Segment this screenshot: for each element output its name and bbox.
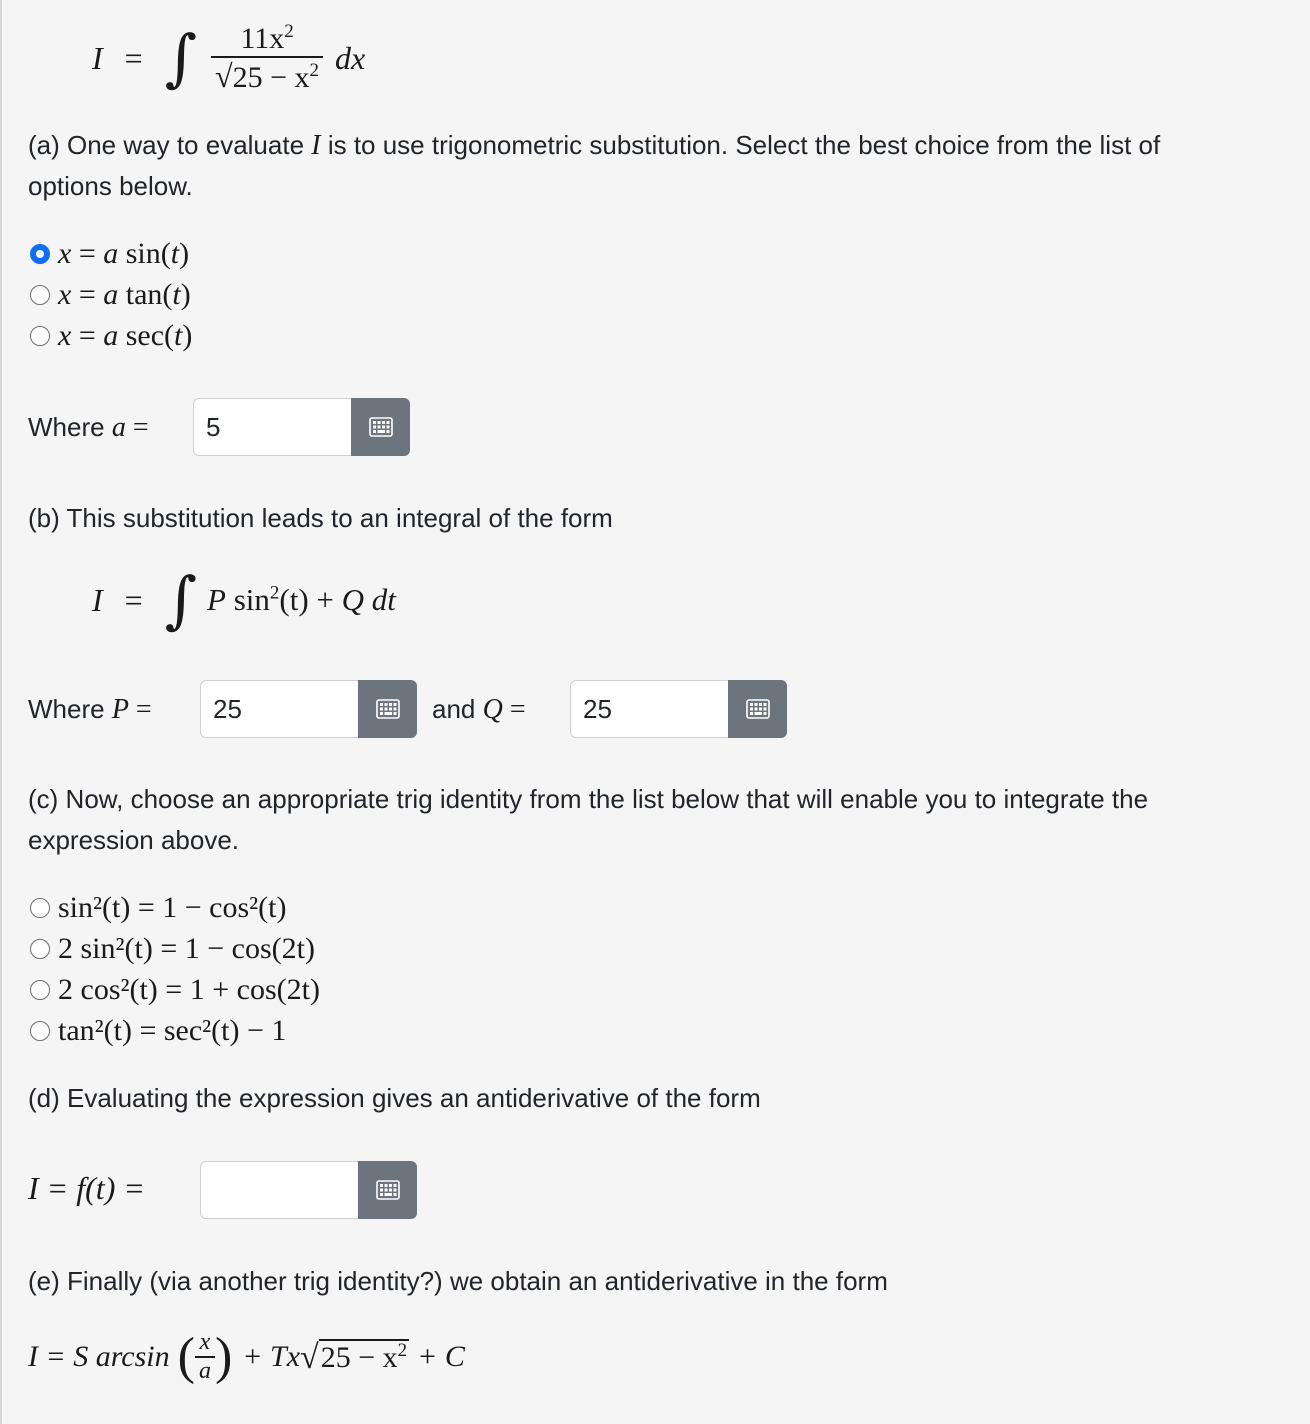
and-q-label — [432, 689, 526, 730]
numerator-text: 11x — [240, 21, 285, 55]
keyboard-icon — [369, 417, 393, 437]
integral-differential: dx — [335, 39, 366, 76]
radical-body — [319, 1339, 409, 1375]
part-d-label — [28, 1170, 145, 1207]
left-paren: ( — [177, 1328, 195, 1385]
part-b-Q: Q — [341, 582, 365, 617]
radio-sec[interactable] — [30, 326, 50, 346]
part-b-exp: 2 — [269, 582, 280, 604]
part-b-integral — [92, 562, 396, 638]
part-a-text-before: (a) One way to evaluate — [28, 130, 312, 160]
radical-sign: √ — [300, 1339, 319, 1376]
f-input-group — [200, 1161, 417, 1219]
main-integral — [92, 10, 365, 106]
where-a-label — [28, 407, 149, 448]
frac-num: x — [199, 1329, 211, 1355]
part-e-mid: + Tx — [242, 1340, 301, 1373]
integral-lhs: I — [92, 39, 103, 76]
where-p-text: Where — [28, 694, 112, 724]
q-input-group — [570, 680, 787, 738]
where-p-eq: = — [128, 694, 152, 725]
option-sin-label — [58, 237, 189, 271]
opt-tan-close: ) — [180, 277, 191, 311]
part-c-prompt — [28, 779, 1298, 861]
part-d-text: (d) Evaluating the expression gives an antiderivative of the form — [28, 1083, 761, 1113]
where-a-eq: = — [125, 412, 149, 443]
radio-identity-3[interactable] — [30, 980, 50, 1000]
part-e-prompt — [28, 1261, 888, 1302]
part-c-text-line2: expression above. — [28, 825, 240, 855]
where-a-text: Where — [28, 412, 112, 442]
integrand-numerator — [236, 22, 297, 56]
radio-identity-2[interactable] — [30, 939, 50, 959]
opt-sin-func: sin( — [125, 236, 171, 270]
integral-sign: ∫ — [164, 21, 198, 94]
a-input-group — [193, 398, 410, 456]
part-b-lhs: I — [92, 581, 103, 618]
where-p-label — [28, 689, 152, 730]
part-d-prompt — [28, 1078, 761, 1119]
p-input-group — [200, 680, 417, 738]
opt-tan-eq: = — [78, 277, 96, 311]
sqrt-sign: √ — [215, 57, 233, 94]
part-e-tail: + C — [417, 1340, 465, 1373]
right-paren: ) — [214, 1328, 233, 1385]
part-a-text-line2: options below. — [28, 171, 193, 201]
opt-sec-close: ) — [182, 318, 193, 352]
opt-tan-func: tan( — [125, 277, 173, 311]
part-b-arg: (t) + — [279, 582, 342, 617]
opt-sec-arg: t — [174, 318, 183, 352]
option-tan-label — [58, 278, 191, 312]
opt-tan-lhs: x — [58, 277, 72, 311]
part-a-text-after: is to use trigonometric substitution. Select the best choice from the list of — [320, 130, 1161, 160]
q-input[interactable] — [570, 680, 728, 738]
part-e-radical — [300, 1339, 409, 1375]
opt-sec-lhs: x — [58, 318, 72, 352]
part-d-label-text: I = f(t) = — [28, 1170, 145, 1206]
part-b-func: sin — [233, 582, 270, 617]
part-b-eq: = — [124, 581, 143, 618]
q-keyboard-button[interactable] — [728, 680, 787, 738]
p-input[interactable] — [200, 680, 358, 738]
radical-exp: 2 — [397, 1340, 408, 1361]
integrand-denominator — [211, 56, 323, 95]
identity-option-2[interactable] — [30, 928, 320, 969]
radio-tan[interactable] — [30, 285, 50, 305]
option-sec[interactable] — [30, 315, 192, 356]
part-e-lhs: I = S arcsin — [28, 1340, 170, 1373]
part-b-integral-sign: ∫ — [164, 563, 198, 636]
integrand-fraction — [211, 22, 323, 95]
radio-identity-1[interactable] — [30, 898, 50, 918]
radical-text: 25 − x — [320, 1341, 398, 1374]
opt-sin-close: ) — [179, 236, 190, 270]
denominator-text: 25 − x — [232, 60, 310, 94]
part-a-var: I — [311, 130, 321, 161]
identity-label-3: 2 cos²(t) = 1 + cos(2t) — [58, 972, 320, 1006]
keyboard-icon — [376, 699, 400, 719]
opt-sin-eq: = — [78, 236, 96, 270]
identity-label-4: tan²(t) = sec²(t) − 1 — [58, 1013, 287, 1047]
option-sec-label — [58, 319, 192, 353]
keyboard-icon — [376, 1180, 400, 1200]
where-a-var: a — [111, 412, 126, 443]
opt-sec-eq: = — [78, 318, 96, 352]
a-keyboard-button[interactable] — [351, 398, 410, 456]
part-b-dt: dt — [364, 582, 396, 617]
frac-den: a — [195, 1356, 215, 1385]
part-b-text: (b) This substitution leads to an integral of the form — [28, 503, 613, 533]
identity-option-1[interactable] — [30, 887, 320, 928]
identity-option-4[interactable] — [30, 1010, 320, 1051]
identity-label-2: 2 sin²(t) = 1 − cos(2t) — [58, 931, 315, 965]
opt-tan-coef: a — [103, 277, 119, 311]
radio-sin[interactable] — [30, 244, 50, 264]
part-c-text-line1: (c) Now, choose an appropriate trig identity from the list below that will enable you to integrate the — [28, 784, 1149, 814]
f-input[interactable] — [200, 1161, 358, 1219]
radio-identity-4[interactable] — [30, 1021, 50, 1041]
and-q-text: and — [432, 694, 483, 724]
opt-tan-arg: t — [172, 277, 181, 311]
part-e-formula — [28, 1322, 465, 1392]
f-keyboard-button[interactable] — [358, 1161, 417, 1219]
and-q-eq: = — [502, 694, 526, 725]
x-over-a — [195, 1329, 215, 1385]
integral-eq: = — [124, 39, 143, 76]
and-q-var: Q — [482, 694, 503, 725]
identity-label-1: sin²(t) = 1 − cos²(t) — [58, 890, 287, 924]
opt-sin-coef: a — [103, 236, 119, 270]
keyboard-icon — [746, 699, 770, 719]
part-b-integrand — [207, 582, 396, 618]
left-border — [0, 0, 2, 1424]
a-input[interactable] — [193, 398, 351, 456]
opt-sin-arg: t — [170, 236, 180, 270]
opt-sin-lhs: x — [58, 236, 72, 270]
option-tan[interactable] — [30, 274, 192, 315]
part-b-prompt — [28, 498, 613, 539]
part-b-P: P — [207, 582, 226, 617]
option-sin[interactable] — [30, 233, 192, 274]
opt-sec-coef: a — [103, 318, 119, 352]
where-p-var: P — [111, 694, 129, 725]
p-keyboard-button[interactable] — [358, 680, 417, 738]
denominator-exp: 2 — [309, 59, 319, 81]
opt-sec-func: sec( — [125, 318, 175, 352]
identity-option-3[interactable] — [30, 969, 320, 1010]
part-a-prompt — [28, 125, 1298, 207]
part-e-text: (e) Finally (via another trig identity?) we obtain an antiderivative in the form — [28, 1266, 888, 1296]
numerator-exp: 2 — [284, 20, 294, 42]
substitution-options — [30, 233, 192, 356]
identity-options — [30, 887, 320, 1051]
